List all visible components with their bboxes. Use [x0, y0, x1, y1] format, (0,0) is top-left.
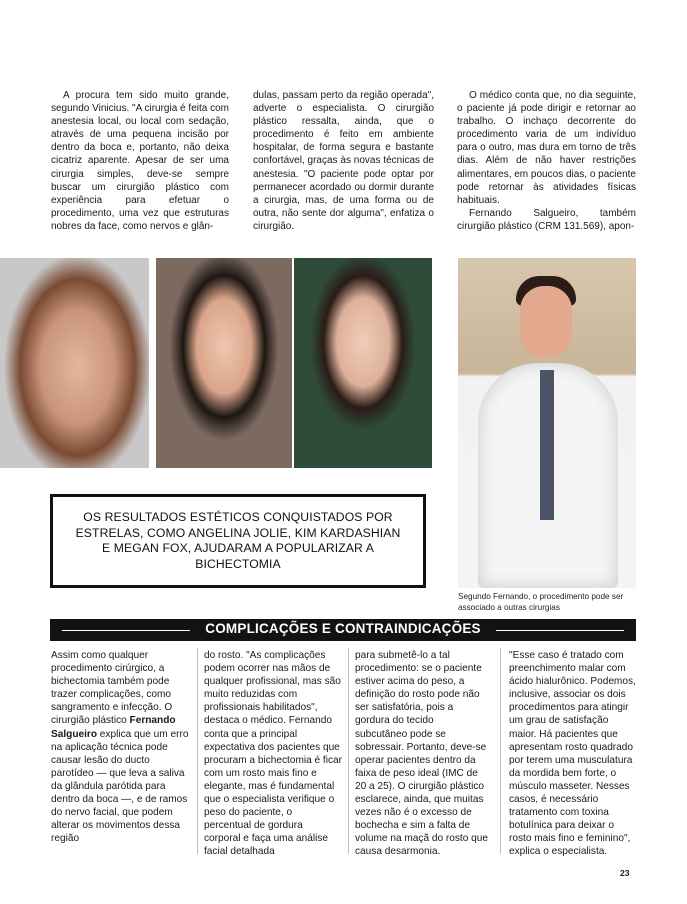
paragraph: dulas, passam perto da região operada", adverte o especialista. O cirurgião plástico ressalta, ainda, que o procedimento é feito em ambiente hospitalar, de forma segura e bastante confortável, graças às novas técnicas de anestesia. "O paciente pode optar por permanecer acordado ou dormir durante a cirurgia, mas, de uma forma ou de outra, não sente dor alguma", enfatiza o cirurgião.: [253, 90, 434, 232]
text-run: explica que um erro na aplicação técnica pode causar lesão do ducto parotídeo — que leva a saliva da glândula parótida para dentro da boca —, e de ramos do nervo facial, que podem alterar os movimentos dessa região: [51, 728, 189, 845]
column-divider: [197, 648, 198, 854]
section-title: COMPLICAÇÕES E CONTRAINDICAÇÕES: [205, 621, 481, 636]
article-column-bottom-4: [509, 649, 638, 859]
text-run: Assim como qualquer procedimento cirúrgico, a bichectomia também pode trazer complicações, como sangramento e infecção. O cirurgião plástico: [51, 650, 173, 727]
paragraph: Fernando Salgueiro, também cirurgião plástico (CRM 131.569), apon-: [457, 207, 636, 232]
celebrity-photo-2: [156, 258, 292, 468]
doctor-photo: [458, 258, 636, 588]
celebrity-photo-1: [0, 258, 149, 468]
section-banner: [50, 619, 636, 641]
bold-name: Fernando Salgueiro: [51, 715, 176, 740]
doctor-face: [520, 286, 572, 358]
article-column-bottom-3: [355, 649, 488, 859]
paragraph: "Esse caso é tratado com preenchimento malar com ácido hialurônico. Podemos, inclusive, associar os dois procedimentos para atingir um grau de satisfação maior. Há pacientes que apresentam rosto quadrado por terem uma musculatura da mordida bem forte, o músculo masseter. Nesses casos, é necessário tratamento com toxina botulínica para deixar o rosto mais fino e feminino", explica o especialista.: [509, 650, 636, 858]
doctor-tie: [540, 370, 554, 520]
celebrity-photo-3: [294, 258, 432, 468]
paragraph: [51, 649, 192, 845]
pull-quote-text: OS RESULTADOS ESTÉTICOS CONQUISTADOS POR ESTRELAS, COMO ANGELINA JOLIE, KIM KARDASHIAN E MEGAN FOX, AJUDARAM A POPULARIZAR A BICHECTOMIA: [75, 510, 401, 571]
page-number: 23: [620, 868, 630, 878]
pull-quote-box: [50, 494, 426, 588]
paragraph: do rosto. "As complicações podem ocorrer nas mãos de qualquer profissional, mas são muito reduzidas com profissionais habilitados", destaca o médico. Fernando conta que a principal expectativa dos pacientes que procuram a bichectomia é ficar com um rosto mais fino e elegante, mas é fundamental que o especialista verifique o peso do paciente, o percentual de gordura corporal e faça uma análise facial detalhada: [204, 650, 343, 858]
paragraph: A procura tem sido muito grande, segundo Vinicius. "A cirurgia é feita com anestesia local, ou local com sedação, através de uma pequena incisão por dentro da boca e, portanto, não deixa cicatriz aparente. Apesar de ser uma cirurgia simples, deve-se sempre buscar um cirurgião plástico com experiência para efetuar o procedimento, uma vez que estruturas nobres da face, como nervos e glân-: [51, 90, 229, 232]
photo-caption: Segundo Fernando, o procedimento pode ser associado a outras cirurgias: [458, 592, 624, 612]
article-column-top-1: [51, 89, 229, 233]
article-column-bottom-2: [204, 649, 342, 859]
article-column-top-3: [457, 89, 636, 233]
paragraph: O médico conta que, no dia seguinte, o paciente já pode dirigir e retornar ao trabalho. O inchaço decorrente do procedimento varia de um indivíduo para o outro, mas dura em torno de três dias. Além de não haver restrições alimentares, em poucos dias, o paciente pode retornar às atividades físicas habituais.: [457, 90, 636, 206]
article-column-top-2: [253, 89, 434, 233]
article-column-bottom-1: [51, 649, 192, 845]
column-divider: [500, 648, 501, 854]
paragraph: para submetê-lo a tal procedimento: se o paciente estiver acima do peso, a definição do rosto pode não ser satisfatória, pois a gordura do tecido subcutâneo pode se sobressair. Portanto, deve-se operar pacientes dentro da faixa de peso ideal (IMC de 20 a 25). O cirurgião plástico esclarece, ainda, que muitas vezes não é o excesso de bochecha e sim a falta de volume na maçã do rosto que causa desarmonia.: [355, 650, 488, 858]
column-divider: [348, 648, 349, 854]
